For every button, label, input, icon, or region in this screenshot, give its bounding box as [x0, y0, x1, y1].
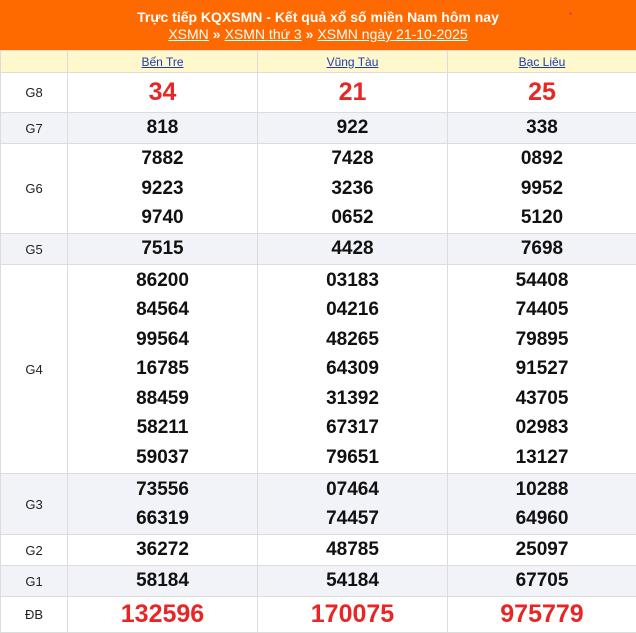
prize-number: 338: [526, 117, 558, 139]
prize-number: 02983: [515, 417, 569, 439]
page-title: Trực tiếp KQXSMN - Kết quả xổ số miền Nam hôm nay: [137, 9, 499, 25]
prize-number: 64960: [515, 508, 569, 529]
province-link-vung-tau[interactable]: Vũng Tàu: [326, 54, 379, 69]
prize-number: 7428: [331, 148, 374, 170]
prize-number: 79651: [326, 446, 379, 468]
prize-number: 74457: [326, 508, 379, 529]
prize-number: 34: [148, 78, 177, 106]
prize-number: 43705: [515, 387, 569, 409]
prize-number: 86200: [136, 269, 189, 291]
prize-number: 16785: [136, 358, 189, 380]
prize-number: 818: [146, 117, 179, 139]
breadcrumb-xsmn-date[interactable]: XSMN ngày 21-10-2025: [317, 26, 468, 42]
prize-number: 03183: [326, 269, 379, 291]
prize-number: 58184: [136, 570, 189, 592]
prize-number: 88459: [136, 387, 189, 409]
special-prize-number: 170075: [310, 600, 395, 628]
prize-number: 67705: [515, 570, 569, 592]
prize-number: 5120: [520, 207, 564, 229]
prize-label: G3: [1, 474, 68, 535]
empty-header-cell: [1, 51, 68, 73]
table-header-row: [1, 51, 636, 73]
prize-number: 7515: [141, 238, 184, 260]
prize-number: 04216: [326, 299, 379, 321]
province-link-bac-lieu[interactable]: Bạc Liêu: [518, 54, 566, 69]
prize-number: 67317: [326, 417, 379, 439]
special-prize-number: 132596: [120, 600, 205, 628]
prize-number: 58211: [136, 417, 189, 439]
notification-dot: [569, 12, 572, 15]
prize-number: 54184: [326, 570, 379, 592]
prize-number: 48265: [326, 328, 379, 350]
prize-label: G1: [1, 566, 68, 597]
breadcrumb-separator: »: [212, 26, 221, 42]
prize-number: 84564: [136, 299, 189, 321]
prize-label: G8: [1, 73, 68, 113]
prize-number: 0652: [331, 207, 374, 229]
prize-row-g3: [1, 474, 636, 535]
prize-label: G4: [1, 265, 68, 474]
prize-number: 7882: [141, 148, 184, 170]
prize-number: 0892: [520, 148, 564, 170]
prize-number: 7698: [520, 238, 564, 260]
prize-number: 21: [338, 78, 367, 106]
prize-row-g6: [1, 144, 636, 234]
prize-row-g8: [1, 73, 636, 113]
prize-number: 59037: [136, 446, 189, 468]
prize-label: ĐB: [1, 597, 68, 633]
prize-number: 9223: [141, 177, 184, 199]
prize-label: G2: [1, 535, 68, 566]
prize-number: 9952: [520, 177, 564, 199]
prize-number: 99564: [136, 328, 189, 350]
prize-number: 74405: [515, 299, 569, 321]
prize-number: 13127: [515, 446, 569, 468]
prize-number: 73556: [136, 478, 189, 500]
breadcrumb-xsmn[interactable]: XSMN: [168, 26, 209, 42]
prize-number: 9740: [141, 207, 184, 229]
prize-number: 64309: [326, 358, 379, 380]
prize-number: 31392: [326, 387, 379, 409]
prize-number: 91527: [515, 358, 569, 380]
prize-row-g7: [1, 113, 636, 144]
prize-label: G6: [1, 144, 68, 234]
prize-number: 922: [336, 117, 369, 139]
prize-number: 48785: [326, 539, 379, 561]
prize-row-g2: [1, 535, 636, 566]
breadcrumb: [0, 25, 636, 43]
prize-number: 66319: [136, 508, 189, 529]
province-link-ben-tre[interactable]: Bến Tre: [141, 54, 184, 69]
prize-row-g5: [1, 234, 636, 265]
prize-number: 79895: [515, 328, 569, 350]
prize-number: 3236: [331, 177, 374, 199]
prize-number: 25: [528, 78, 556, 106]
special-prize-number: 975779: [500, 600, 584, 628]
prize-number: 10288: [515, 478, 569, 500]
prize-number: 54408: [515, 269, 569, 291]
prize-row-g1: [1, 566, 636, 597]
prize-number: 07464: [326, 478, 379, 500]
prize-label: G5: [1, 234, 68, 265]
breadcrumb-xsmn-thu-3[interactable]: XSMN thứ 3: [224, 26, 302, 42]
prize-number: 25097: [515, 539, 569, 561]
results-table: [0, 50, 636, 633]
prize-row-g4: [1, 265, 636, 474]
breadcrumb-separator: »: [305, 26, 314, 42]
prize-row-special: [1, 597, 636, 633]
header-bar: [0, 0, 636, 50]
prize-label: G7: [1, 113, 68, 144]
prize-number: 4428: [331, 238, 374, 260]
prize-number: 36272: [136, 539, 189, 561]
